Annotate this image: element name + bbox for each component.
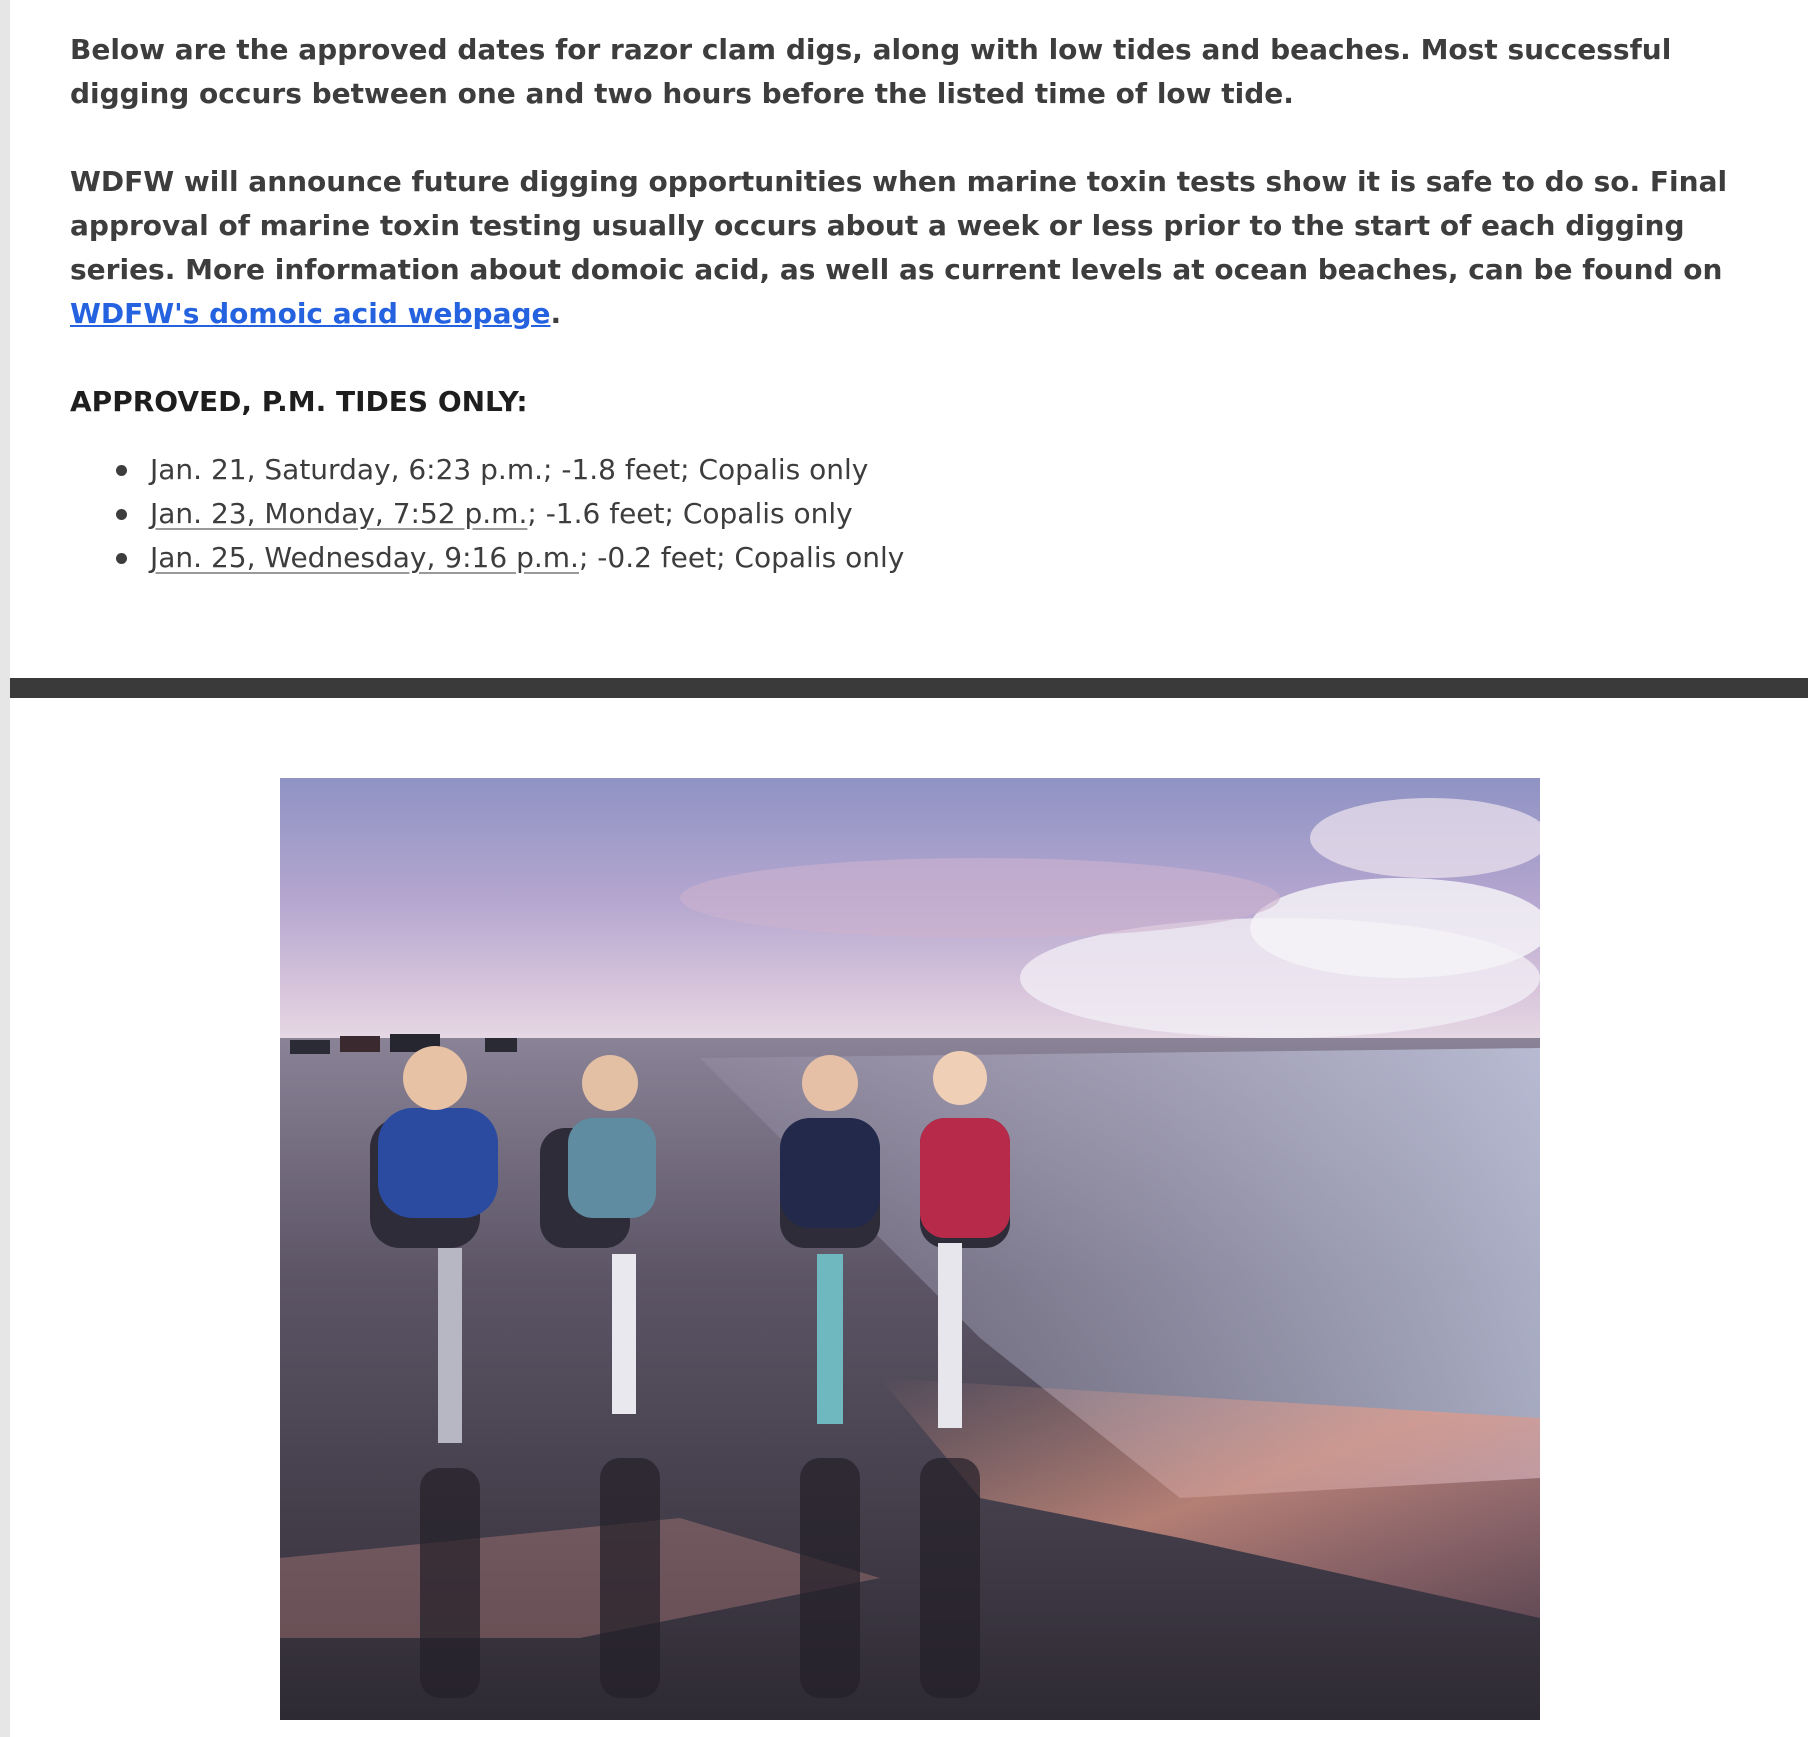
- dig-dates-list: [70, 448, 1770, 580]
- dig-details: ; -0.2 feet; Copalis only: [578, 541, 905, 574]
- toxin-text: WDFW will announce future digging opportunities when marine toxin tests show it is safe to do so. Final approval of marine toxin testing usually occurs about a week or less prior to the start of each digging series. More information about domoic acid, as well as current levels at ocean beaches, can be found on: [70, 165, 1728, 286]
- list-item: [150, 492, 1770, 536]
- intro-text: Below are the approved dates for razor clam digs, along with low tides and beaches. Most successful digging occurs between one and two hours before the listed time of low tide.: [70, 33, 1672, 110]
- domoic-acid-link[interactable]: WDFW's domoic acid webpage: [70, 297, 551, 330]
- dig-details: ; -1.8 feet; Copalis only: [543, 453, 869, 486]
- section-heading: APPROVED, P.M. TIDES ONLY:: [70, 385, 528, 418]
- intro-paragraph: [70, 28, 1770, 116]
- toxin-text-end: .: [550, 297, 562, 330]
- dig-details: ; -1.6 feet; Copalis only: [527, 497, 853, 530]
- dig-date[interactable]: Jan. 23, Monday, 7:52 p.m.: [150, 497, 528, 530]
- section-divider: [10, 678, 1808, 698]
- article-content: [70, 28, 1770, 580]
- list-item: [150, 536, 1770, 580]
- dig-date[interactable]: Jan. 25, Wednesday, 9:16 p.m.: [150, 541, 579, 574]
- dig-date: Jan. 21, Saturday, 6:23 p.m.: [150, 453, 543, 486]
- left-rail: [0, 0, 10, 1737]
- list-item: [150, 448, 1770, 492]
- beach-clam-digging-photo: [280, 778, 1540, 1720]
- toxin-paragraph: [70, 160, 1770, 336]
